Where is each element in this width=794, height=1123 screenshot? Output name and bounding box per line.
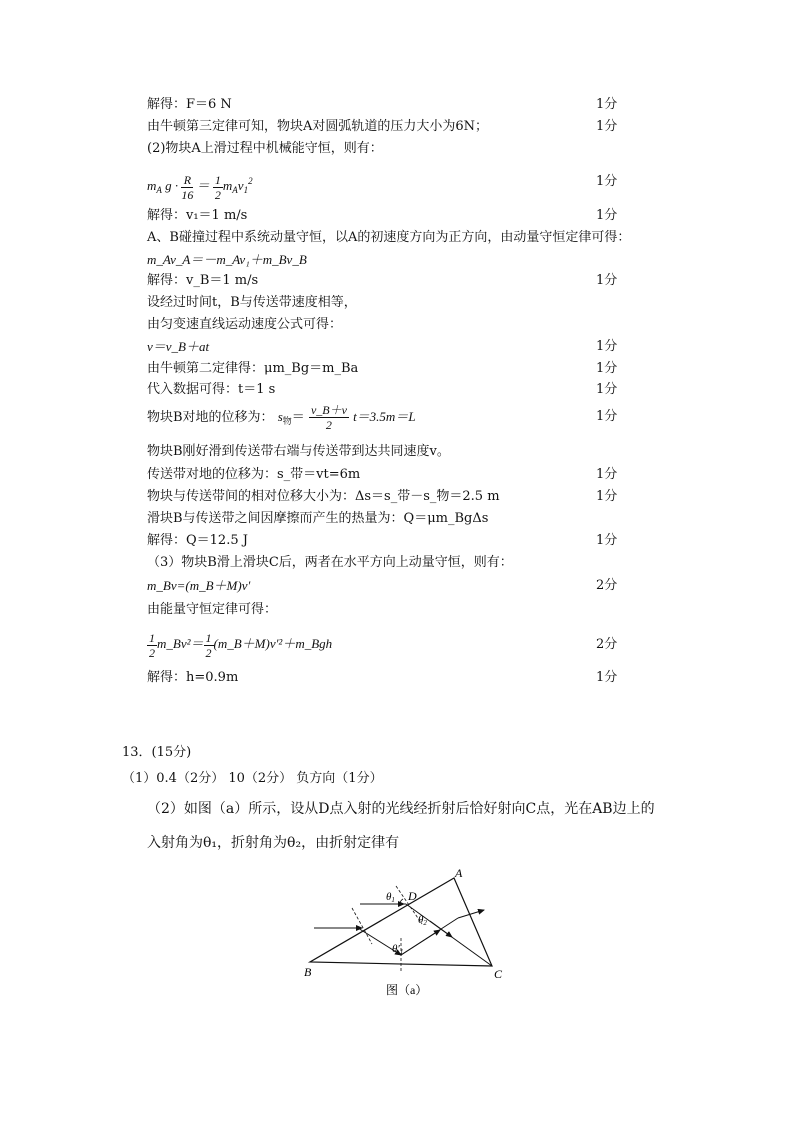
- question-13-part2-line1: （2）如图（a）所示，设从D点入射的光线经折射后恰好射向C点，光在AB边上的: [147, 801, 655, 817]
- equation-energy-B: $\frac{1}{2}$ m_Bv²＝ $\frac{1}{2}$ (m_B＋M)v′²＋m_Bgh: [149, 630, 333, 660]
- label-D: D: [408, 889, 417, 903]
- label-theta1: θ1: [386, 891, 395, 904]
- label-theta1-prime: θ′1: [392, 943, 404, 956]
- score: 1分: [596, 467, 618, 482]
- line-solve-v1: 解得：v₁＝1 m/s: [147, 208, 248, 223]
- line-common-speed: 物块B刚好滑到传送带右端与传送带到达共同速度v。: [147, 444, 450, 459]
- score: 1分: [596, 339, 618, 354]
- score: 1分: [596, 361, 618, 376]
- line-energy-intro: 由能量守恒定律可得：: [147, 602, 278, 617]
- equation-energy-A: $m_A$ g · $\frac{R}{16}$ ＝ $\frac{1}{2}$ $m_Av_1^2$: [147, 172, 253, 202]
- prism-figure: [300, 866, 520, 998]
- line-relative-displacement: 物块与传送带间的相对位移大小为：Δs＝s_带－s_物＝2.5 m: [147, 489, 500, 504]
- question-13-part1: （1）0.4（2分） 10（2分） 负方向（1分）: [122, 771, 383, 786]
- score: 1分: [596, 119, 618, 134]
- score: 1分: [596, 670, 618, 685]
- score: 1分: [596, 273, 618, 288]
- score: 1分: [596, 409, 618, 424]
- line-velocity-formula: 由匀变速直线运动速度公式可得：: [147, 317, 343, 332]
- score: 1分: [596, 97, 618, 112]
- line-solve-h: 解得：h=0.9m: [147, 670, 239, 685]
- line-solve-F: 解得：F＝6 N: [147, 97, 232, 112]
- label-theta2: θ2: [418, 914, 427, 927]
- score: 1分: [596, 208, 618, 223]
- line-solve-t: 代入数据可得：t＝1 s: [147, 382, 276, 397]
- score: 1分: [596, 382, 618, 397]
- figure-caption: 图（a）: [386, 983, 428, 997]
- line-part2-intro: (2)物块A上滑过程中机械能守恒，则有：: [147, 141, 383, 156]
- line-solve-vB: 解得：v_B＝1 m/s: [147, 273, 259, 288]
- line-time-t: 设经过时间t，B与传送带速度相等，: [147, 295, 357, 310]
- angle-arc-theta1: [400, 899, 403, 904]
- label-C: C: [494, 967, 503, 981]
- equation-momentum-BC: m_Bv=(m_B＋M)v′: [147, 578, 251, 593]
- line-heat: 滑块B与传送带之间因摩擦而产生的热量为：Q＝μm_BgΔs: [147, 511, 489, 526]
- question-13-title: 13．(15分): [122, 745, 192, 760]
- normal-lower-left: [352, 908, 372, 944]
- score: 1分: [596, 174, 618, 189]
- line-newton-third: 由牛顿第三定律可知，物块A对圆弧轨道的压力大小为6N；: [147, 119, 489, 134]
- equation-momentum: m_Av_A＝－m_Av₁＋m_Bv_B: [147, 252, 307, 267]
- question-13-part2-line2: 入射角为θ₁，折射角为θ₂，由折射定律有: [147, 835, 400, 851]
- line-newton-second: 由牛顿第二定律得：μm_Bg＝m_Ba: [147, 361, 359, 376]
- score: 1分: [596, 489, 618, 504]
- line-part3-intro: （3）物块B滑上滑块C后，两者在水平方向上动量守恒，则有：: [147, 555, 513, 570]
- score: 1分: [596, 533, 618, 548]
- label-A: A: [455, 866, 463, 880]
- label-B: B: [304, 965, 312, 979]
- score: 2分: [596, 637, 618, 652]
- score: 2分: [596, 578, 618, 593]
- line-momentum-intro: A、B碰撞过程中系统动量守恒，以A的初速度方向为正方向，由动量守恒定律可得：: [147, 230, 631, 245]
- line-belt-displacement: 传送带对地的位移为：s_带＝vt=6m: [147, 467, 361, 482]
- equation-v: v＝v_B＋at: [147, 339, 210, 354]
- equation-displacement-B: 物块B对地的位移为： $s_物=$ $\frac{v\_B+v}{2}$ t＝3.5m＝L: [147, 403, 416, 432]
- line-solve-Q: 解得：Q＝12.5 J: [147, 533, 248, 548]
